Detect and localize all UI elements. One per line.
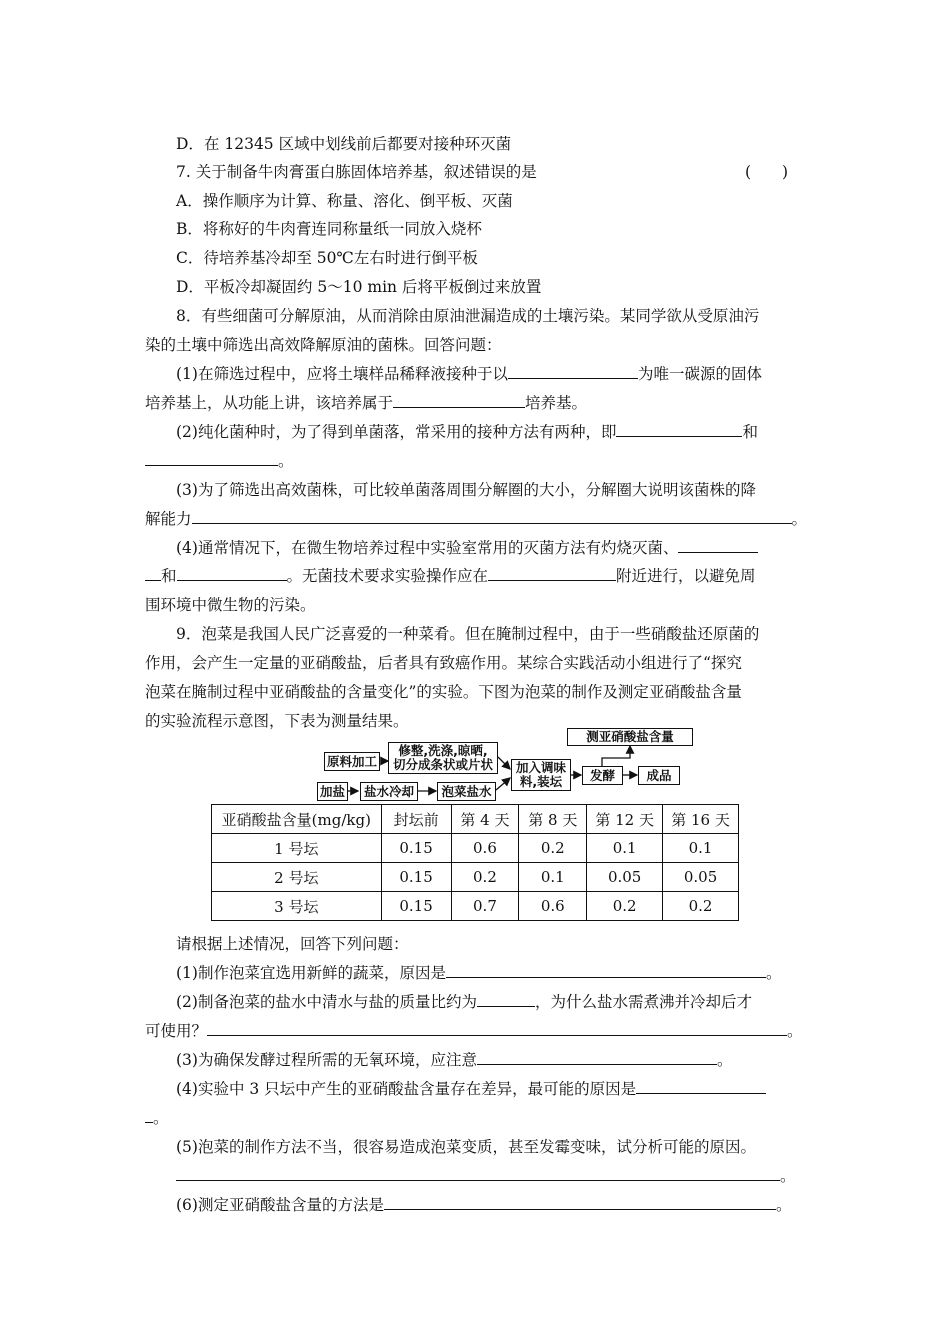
q8-part4-line1: (4)通常情况下，在微生物培养过程中实验室常用的灭菌方法有灼烧灭菌、 — [176, 538, 758, 558]
step-chengpin: 成品 — [638, 766, 680, 785]
q9-part2-line2: 可使用？ 。 — [145, 1022, 803, 1040]
table-row — [212, 892, 739, 921]
q8-part1-line2: 培养基上，从功能上讲，该培养属于 培养基。 — [145, 394, 588, 412]
answer-blank[interactable] — [477, 1050, 717, 1065]
step-jiaru-line2: 料,装坛 — [519, 774, 563, 789]
q9-part1: (1)制作泡菜宜选用新鲜的蔬菜，原因是 。 — [176, 964, 782, 982]
table-cell: 0.1 — [663, 834, 739, 863]
q8-part2-line2: 。 — [145, 451, 294, 471]
q8-stem-line2: 染的土壤中筛选出高效降解原油的菌株。回答问题： — [145, 336, 502, 354]
q8-part3-line2: 解能力 。 — [145, 510, 808, 528]
step-xiuzheng-line1: 修整,洗涤,晾晒, — [398, 743, 488, 758]
q7-stem: 7. 关于制备牛肉膏蛋白胨固体培养基，叙述错误的是 — [176, 163, 537, 181]
answer-blank[interactable] — [176, 1166, 780, 1181]
q9-part3: (3)为确保发酵过程所需的无氧环境，应注意 。 — [176, 1051, 733, 1069]
step-fajiao: 发酵 — [582, 766, 623, 785]
q7-option-b: B．将称好的牛肉膏连同称量纸一同放入烧杯 — [176, 220, 482, 238]
q7-option-a: A．操作顺序为计算、称量、溶化、倒平板、灭菌 — [176, 192, 513, 210]
q9-part2-line1: (2)制备泡菜的盐水中清水与盐的质量比约为 ，为什么盐水需煮沸并冷却后才 — [176, 993, 752, 1011]
table-header-cell: 第 4 天 — [451, 805, 519, 834]
q8-part4-line2: 和 。无菌技术要求实验操作应在 附近进行，以避免周 — [145, 566, 756, 586]
step-jiaru-tiaoweiliao — [511, 759, 571, 791]
q7-answer-paren: ( ) — [745, 163, 789, 181]
table-cell: 0.05 — [663, 863, 739, 892]
answer-blank[interactable] — [636, 1079, 766, 1094]
step-jiaru-line1: 加入调味 — [515, 760, 566, 775]
q8-part3-line1: (3)为了筛选出高效菌株，可比较单菌落周围分解圈的大小，分解圈大说明该菌株的降 — [176, 481, 756, 499]
table-header-cell: 封坛前 — [381, 805, 451, 834]
q9-stem-line1: 9．泡菜是我国人民广泛喜爱的一种菜肴。但在腌制过程中，由于一些硝酸盐还原菌的 — [176, 625, 760, 643]
q9-part4-line2: 。 — [145, 1108, 169, 1128]
q8-part4-line3: 围环境中微生物的污染。 — [145, 596, 316, 614]
q8-stem-line1: 8．有些细菌可分解原油，从而消除由原油泄漏造成的土壤污染。某同学欲从受原油污 — [176, 307, 760, 325]
table-cell: 0.15 — [381, 863, 451, 892]
table-cell: 0.2 — [519, 834, 587, 863]
table-cell: 0.1 — [519, 863, 587, 892]
q8-part2-line1: (2)纯化菌种时，为了得到单菌落，常采用的接种方法有两种，即 和 — [176, 423, 758, 441]
table-cell: 0.6 — [451, 834, 519, 863]
answer-blank[interactable] — [446, 963, 766, 978]
q9-stem-line3: 泡菜在腌制过程中亚硝酸盐的含量变化”的实验。下图为泡菜的制作及测定亚硝酸盐含量 — [145, 683, 742, 701]
q8-part1-line1: (1)在筛选过程中，应将土壤样品稀释液接种于以 为唯一碳源的固体 — [176, 365, 762, 383]
answer-blank-cont[interactable] — [145, 1108, 153, 1123]
q9-stem-line2: 作用，会产生一定量的亚硝酸盐，后者具有致癌作用。某综合实践活动小组进行了“探究 — [145, 654, 742, 672]
step-paocai-yanshui: 泡菜盐水 — [437, 782, 496, 801]
table-cell: 0.6 — [519, 892, 587, 921]
table-header-cell: 第 16 天 — [663, 805, 739, 834]
q6-option-d: D．在 12345 区域中划线前后都要对接种环灭菌 — [176, 135, 512, 153]
table-row — [212, 834, 739, 863]
table-cell: 1 号坛 — [212, 834, 382, 863]
table-cell: 0.2 — [663, 892, 739, 921]
q7-option-c: C．待培养基冷却至 50℃左右时进行倒平板 — [176, 249, 478, 267]
table-header-cell: 第 8 天 — [519, 805, 587, 834]
step-xiuzheng-line2: 切分成条状或片状 — [392, 757, 493, 772]
table-header-cell: 第 12 天 — [587, 805, 663, 834]
q9-ask: 请根据上述情况，回答下列问题： — [176, 935, 409, 953]
table-cell: 0.15 — [381, 892, 451, 921]
table-cell: 3 号坛 — [212, 892, 382, 921]
table-cell: 0.05 — [587, 863, 663, 892]
nitrite-table — [211, 804, 739, 921]
table-cell: 0.7 — [451, 892, 519, 921]
step-yanshui-lengque: 盐水冷却 — [360, 782, 418, 801]
q9-part5-line2: 。 — [176, 1166, 796, 1186]
table-cell: 0.1 — [587, 834, 663, 863]
q9-part5-line1: (5)泡菜的制作方法不当，很容易造成泡菜变质，甚至发霉变味，试分析可能的原因。 — [176, 1138, 756, 1156]
answer-blank[interactable] — [477, 992, 535, 1007]
table-header-cell: 亚硝酸盐含量(mg/kg) — [212, 805, 382, 834]
table-cell: 2 号坛 — [212, 863, 382, 892]
table-cell: 0.15 — [381, 834, 451, 863]
step-xiuzheng — [388, 742, 498, 774]
q9-part4-line1: (4)实验中 3 只坛中产生的亚硝酸盐含量存在差异，最可能的原因是 — [176, 1079, 766, 1099]
step-ceding-yaxiaosuanyan: 测亚硝酸盐含量 — [567, 728, 693, 746]
step-yuanliao-jiagong: 原料加工 — [324, 752, 380, 771]
step-jiayan: 加盐 — [317, 782, 348, 801]
table-cell: 0.2 — [451, 863, 519, 892]
table-header-row — [212, 805, 739, 834]
table-cell: 0.2 — [587, 892, 663, 921]
q9-part6: (6)测定亚硝酸盐含量的方法是 。 — [176, 1196, 792, 1214]
q7-option-d: D．平板冷却凝固约 5～10 min 后将平板倒过来放置 — [176, 278, 542, 296]
answer-blank[interactable] — [207, 1021, 787, 1036]
table-row — [212, 863, 739, 892]
q9-stem-line4: 的实验流程示意图，下表为测量结果。 — [145, 712, 409, 730]
answer-blank[interactable] — [384, 1195, 776, 1210]
